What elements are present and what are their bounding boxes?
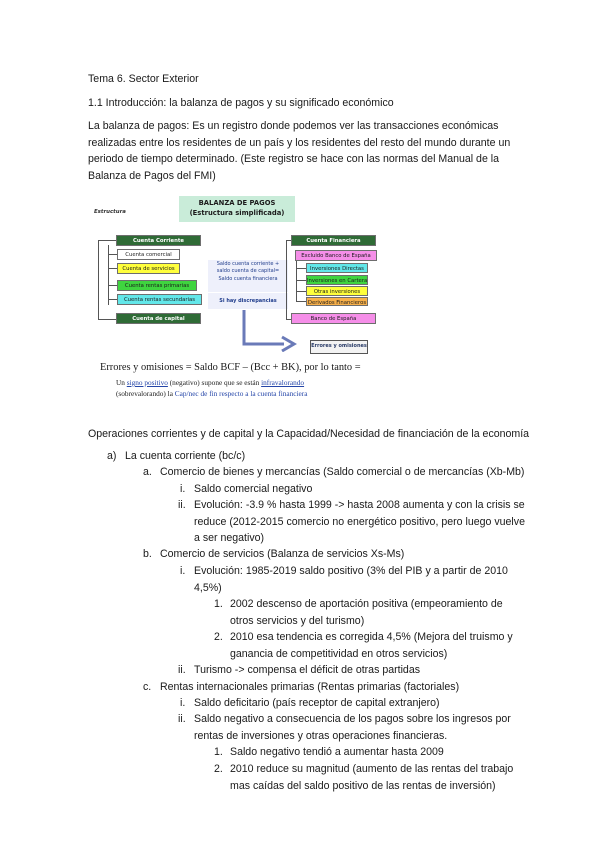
diagram-title [179,196,295,222]
cuenta-comercial-box: Cuenta comercial [117,249,180,260]
connector-line [108,285,117,286]
list-marker: ii. [178,713,186,725]
discrepancias-box: Si hay discrepancias [208,293,288,309]
list-item-line: 2010 esa tendencia es corregida 4,5% (Mejora del truismo y [230,631,513,643]
excluido-banco-box: Excluido Banco de España [295,250,377,261]
list-marker: i. [180,697,186,709]
list-marker: b. [143,548,152,560]
derivados-box: Derivados Financieros [306,297,368,306]
list-marker: 1. [214,598,223,610]
list-marker: a) [107,450,117,462]
note-cap-nec: Cap/nec de fin respecto a la cuenta financiera [174,389,308,398]
list-item [194,497,525,547]
list-item-line: reduce (2012-2015 comercio no energético positivo, pero luego vuelve [194,515,525,528]
saldo-line: Saldo cuenta financiera [218,275,278,282]
list-marker: i. [180,565,186,577]
note-text: (negativo) supone que se están [169,378,260,387]
inversiones-cartera-box: Inversiones en Cartera [306,275,368,285]
list-marker: 1. [214,746,223,758]
list-marker: ii. [178,499,186,511]
list-marker: 2. [214,763,223,775]
list-item: Comercio de bienes y mercancías (Saldo comercial o de mercancías (Xb-Mb) [160,466,525,478]
list-item: Turismo -> compensa el déficit de otras partidas [194,664,421,676]
connector-line [98,319,116,320]
list-item: La cuenta corriente (bc/c) [125,450,246,462]
note-text: (sobrevalorando) la [116,389,173,398]
list-item-line: Saldo negativo a consecuencia de los pagos sobre los ingresos por [194,713,511,725]
list-item [194,563,508,596]
list-marker: 2. [214,631,223,643]
section-heading: 1.1 Introducción: la balanza de pagos y su significado económico [88,97,394,109]
connector-line [296,301,306,302]
note-infravalorando: infravalorando [261,378,305,387]
list-item-line: 2010 reduce su magnitud (aumento de las rentas del trabajo [230,763,514,775]
errores-note-line2 [116,389,307,398]
list-item: Saldo negativo tendió a aumentar hasta 2009 [230,746,444,758]
intro-line: realizadas entre los residentes de un país y los residentes del resto del mundo durante un [88,136,511,149]
diagram-estructura-label: Estructura [94,209,126,215]
list-item-line: Evolución: -3.9 % hasta 1999 -> hasta 2008 aumenta y con la crisis se [194,499,525,511]
list-item [230,596,503,629]
right-bracket-line [286,240,287,320]
document-title: Tema 6. Sector Exterior [88,73,199,85]
errores-note-line1 [116,378,304,387]
inner-bracket-line [296,260,297,302]
list-item [194,711,511,744]
list-item: Saldo comercial negativo [194,483,313,495]
list-item-line: rentas de inversiones y otras operaciones financieras. [194,729,448,742]
saldo-line: saldo cuenta de capital= [216,268,280,275]
note-text: Un [116,378,125,387]
saldo-line: Saldo cuenta corriente + [216,261,280,267]
list-item: Comercio de servicios (Balanza de servicios Xs-Ms) [160,548,405,560]
intro-line: periodo de tiempo determinado. (Este registro se hace con las normas del Manual de la [88,153,500,165]
note-signo-positivo: signo positivo [126,378,168,387]
list-item-line: 4,5%) [194,581,222,594]
cuenta-servicios-box: Cuenta de servicios [117,263,180,274]
cuenta-capital-box: Cuenta de capital [116,313,201,324]
saldo-equation-box [208,260,288,292]
inversiones-directas-box: Inversiones Directas [306,263,368,273]
connector-line [296,268,306,269]
banco-espana-box: Banco de España [291,313,376,324]
list-item-line: ganancia de competitividad en otros servicios) [230,647,448,660]
list-marker: ii. [178,664,186,676]
connector-line [108,299,117,300]
connector-line [296,280,306,281]
cuenta-financiera-box: Cuenta Financiera [291,235,376,246]
diagram-title-line1: BALANZA DE PAGOS [198,199,276,207]
connector-line [108,268,117,269]
intro-paragraph [88,118,510,184]
connector-line [108,254,117,255]
cuenta-rentas-primarias-box: Cuenta rentas primarias [117,280,197,291]
diagram-title-line2: (Estructura simplificada) [189,209,285,217]
list-item-line: mas caídas del saldo positivo de las rentas de inversión) [230,779,496,792]
list-item: Rentas internacionales primarias (Rentas primarias (factoriales) [160,681,460,693]
intro-line: Balanza de Pagos del FMI) [88,169,216,182]
list-item-line: 2002 descenso de aportación positiva (empeoramiento de [230,598,503,610]
list-marker: i. [180,483,186,495]
cuenta-corriente-box: Cuenta Corriente [116,235,201,246]
otras-inversiones-box: Otras inversiones [306,286,368,296]
balance-of-payments-diagram [88,192,418,404]
list-item-line: Evolución: 1985-2019 saldo positivo (3% del PIB y a partir de 2010 [194,565,508,577]
list-item-line: otros servicios y del turismo) [230,614,365,627]
left-bracket-line [98,240,99,320]
list-marker: a. [143,466,152,478]
connector-line [98,240,116,241]
cuenta-rentas-secundarias-box: Cuenta rentas secundarias [117,294,202,305]
list-item: Saldo deficitario (país receptor de capital extranjero) [194,697,440,709]
arrow-down-right-icon [238,310,298,352]
intro-line: La balanza de pagos: Es un registro donde podemos ver las transacciones económicas [88,120,499,132]
errores-equation: Errores y omisiones = Saldo BCF – (Bcc + BK), por lo tanto = [100,362,361,373]
errores-omisiones-box: Errores y omisiones [310,340,368,354]
connector-line [296,291,306,292]
operaciones-heading: Operaciones corrientes y de capital y la Capacidad/Necesidad de financiación de la economía [88,428,530,440]
list-item-line: a ser negativo) [194,532,265,544]
list-item [230,761,513,794]
list-item [230,629,513,662]
list-marker: c. [143,681,152,693]
